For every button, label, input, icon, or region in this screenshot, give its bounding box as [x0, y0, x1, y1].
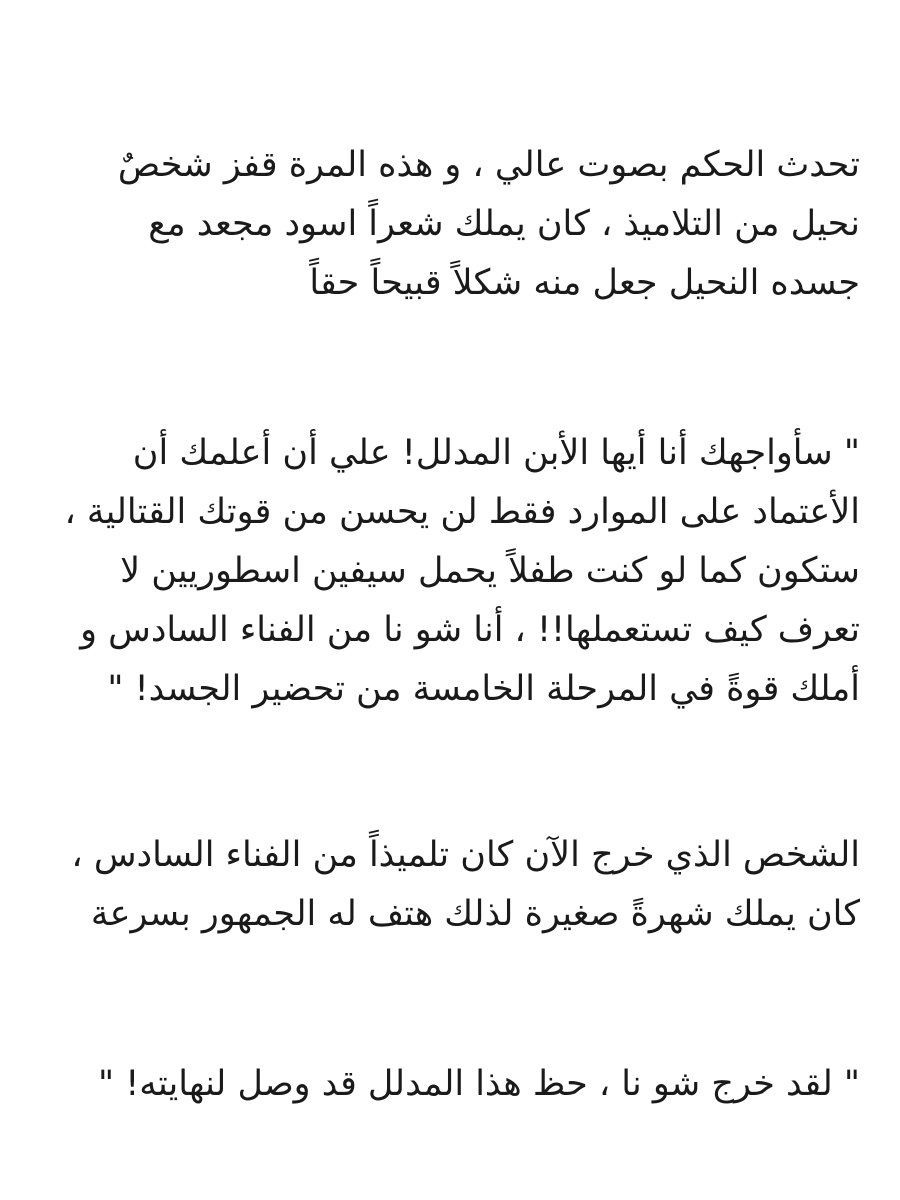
text-line: كان يملك شهرةً صغيرة لذلك هتف له الجمهور بسرعة	[90, 894, 860, 934]
text-line: تعرف كيف تستعملها!! ، أنا شو نا من الفناء السادس و	[80, 610, 860, 650]
paragraph-crowd-quote	[60, 1055, 860, 1114]
text-line: تحدث الحكم بصوت عالي ، و هذه المرة قفز شخصٌ	[117, 145, 860, 185]
paragraph-narration	[60, 826, 860, 944]
text-line: جسده النحيل جعل منه شكلاً قبيحاً حقاً	[309, 263, 860, 303]
text-line: أملك قوةً في المرحلة الخامسة من تحضير الجسد! "	[107, 669, 860, 709]
text-line: " سأواجهك أنا أيها الأبن المدلل! علي أن أعلمك أن	[132, 433, 860, 473]
paragraph-challenge-quote	[60, 424, 860, 719]
text-line: نحيل من التلاميذ ، كان يملك شعراً اسود مجعد مع	[148, 204, 860, 244]
text-line: ستكون كما لو كنت طفلاً يحمل سيفين اسطوريين لا	[120, 551, 860, 591]
text-line: الأعتماد على الموارد فقط لن يحسن من قوتك القتالية ،	[64, 492, 860, 532]
text-line: الشخص الذي خرج الآن كان تلميذاً من الفناء السادس ،	[71, 835, 860, 875]
text-line: " لقد خرج شو نا ، حظ هذا المدلل قد وصل لنهايته! "	[97, 1064, 860, 1104]
paragraph-referee-announcement	[60, 136, 860, 313]
